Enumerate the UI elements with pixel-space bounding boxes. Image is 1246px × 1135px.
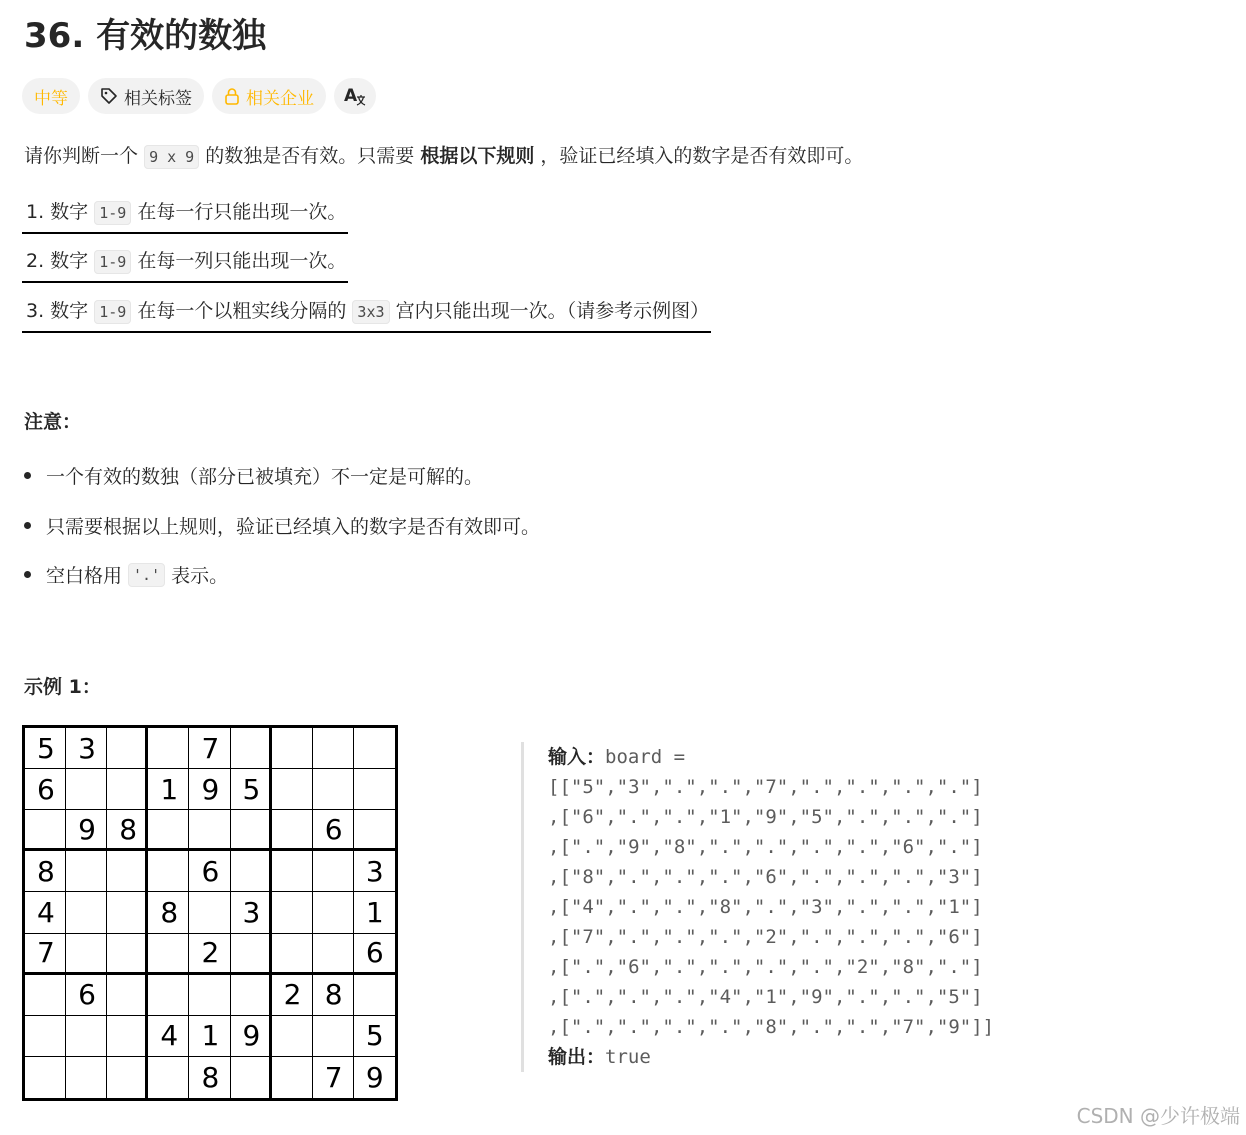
sudoku-cell <box>231 934 272 975</box>
sudoku-cell: 4 <box>148 1016 189 1057</box>
sudoku-cell: 6 <box>354 934 395 975</box>
sudoku-cell <box>107 728 148 769</box>
sudoku-cell <box>313 851 354 892</box>
bullet-icon <box>24 522 31 529</box>
sudoku-cell <box>66 1057 107 1098</box>
sudoku-cell: 6 <box>66 975 107 1016</box>
sudoku-cell: 9 <box>365 1060 384 1094</box>
watermark: CSDN @少许极端 <box>1076 1104 1240 1128</box>
sudoku-cell <box>231 975 272 1016</box>
board-line: ,[".",".",".","4","1","9",".",".","5"] <box>548 986 983 1008</box>
sudoku-cell <box>189 892 230 933</box>
board-line: ,["8",".",".",".","6",".",".",".","3"] <box>548 866 983 888</box>
sudoku-cell <box>313 769 354 810</box>
sudoku-cell: 6 <box>189 851 230 892</box>
sudoku-cell <box>66 934 107 975</box>
inline-code: 9 x 9 <box>144 145 199 169</box>
difficulty-badge: 中等 <box>22 78 80 114</box>
sudoku-cell <box>272 1016 313 1057</box>
sudoku-cell <box>313 1016 354 1057</box>
sudoku-cell <box>231 810 272 851</box>
sudoku-cell <box>148 728 189 769</box>
input-label: 输入： <box>548 746 606 768</box>
sudoku-cell <box>189 810 230 851</box>
sudoku-cell <box>272 810 313 851</box>
sudoku-cell <box>272 851 313 892</box>
sudoku-cell <box>272 934 313 975</box>
sudoku-cell: 7 <box>189 728 230 769</box>
sudoku-cell <box>107 934 148 975</box>
sudoku-cell: 2 <box>272 975 313 1016</box>
sudoku-cell: 2 <box>189 934 230 975</box>
sudoku-cell <box>25 1016 66 1057</box>
sudoku-cell <box>107 769 148 810</box>
bold-text: 根据以下规则 <box>420 145 535 167</box>
tag-bar <box>22 78 376 114</box>
sudoku-cell: 8 <box>25 851 66 892</box>
sudoku-cell: 3 <box>354 851 395 892</box>
related-companies-label: 相关企业 <box>246 88 314 109</box>
example-input-line: 输入：board = <box>548 746 686 768</box>
sudoku-cell: 4 <box>25 892 66 933</box>
rule-item-2: 2. 数字 1-9 在每一列只能出现一次。 <box>22 246 348 283</box>
translate-button[interactable] <box>334 78 376 114</box>
sudoku-cell <box>231 728 272 769</box>
problem-description: 请你判断一个 9 x 9 的数独是否有效。只需要 根据以下规则 ，验证已经填入的数字是否有效即可。 <box>24 145 864 167</box>
sudoku-cell: 3 <box>231 892 272 933</box>
rule-item-1: 1. 数字 1-9 在每一行只能出现一次。 <box>22 197 348 234</box>
sudoku-cell <box>148 851 189 892</box>
sudoku-cell <box>354 975 395 1016</box>
sudoku-cell: 7 <box>25 934 66 975</box>
sudoku-cell: 9 <box>66 810 107 851</box>
related-tags-button[interactable] <box>88 78 204 114</box>
board-line: ,[".","6",".",".",".",".","2","8","."] <box>548 956 983 978</box>
sudoku-cell <box>313 934 354 975</box>
related-tags-label: 相关标签 <box>124 88 192 109</box>
output-label: 输出： <box>548 1046 606 1068</box>
sudoku-cell <box>272 769 313 810</box>
sudoku-cell <box>66 769 107 810</box>
related-companies-button[interactable] <box>212 78 326 114</box>
example-heading: 示例 1： <box>24 676 101 698</box>
sudoku-cell <box>25 1057 66 1098</box>
sudoku-cell: 1 <box>354 892 395 933</box>
sudoku-cell <box>313 728 354 769</box>
note-item-3: 空白格用 '.' 表示。 <box>24 561 228 588</box>
sudoku-cell: 9 <box>231 1016 272 1057</box>
bullet-icon <box>24 571 31 578</box>
example-block <box>521 742 994 1072</box>
sudoku-cell: 8 <box>148 892 189 933</box>
sudoku-cell: 8 <box>189 1057 230 1098</box>
note-item-1: 一个有效的数独（部分已被填充）不一定是可解的。 <box>24 462 483 489</box>
sudoku-cell <box>107 975 148 1016</box>
sudoku-cell: 8 <box>107 810 148 851</box>
lock-icon <box>224 87 240 105</box>
board-line: ,["7",".",".",".","2",".",".",".","6"] <box>548 926 983 948</box>
sudoku-cell <box>189 975 230 1016</box>
sudoku-cell <box>148 934 189 975</box>
sudoku-cell <box>272 1057 313 1098</box>
sudoku-cell <box>66 1016 107 1057</box>
sudoku-cell: 5 <box>354 1016 395 1057</box>
sudoku-cell <box>148 975 189 1016</box>
sudoku-cell <box>148 810 189 851</box>
bullet-icon <box>24 472 31 479</box>
sudoku-cell <box>66 892 107 933</box>
sudoku-cell <box>107 892 148 933</box>
sudoku-cell <box>231 851 272 892</box>
board-line: ,[".","9","8",".",".",".",".","6","."] <box>548 836 983 858</box>
sudoku-cell: 6 <box>25 769 66 810</box>
example-output-line: 输出：true <box>548 1046 651 1068</box>
sudoku-cell <box>66 851 107 892</box>
sudoku-cell: 8 <box>313 975 354 1016</box>
translate-icon: A <box>344 86 366 106</box>
board-line: ,[".",".",".",".","8",".",".","7","9"]] <box>548 1016 995 1038</box>
board-line: [["5","3",".",".","7",".",".",".","."] <box>548 776 983 798</box>
sudoku-cell <box>354 728 395 769</box>
sudoku-cell: 5 <box>25 728 66 769</box>
sudoku-cell <box>231 1057 272 1098</box>
sudoku-cell: 9 <box>189 769 230 810</box>
rule-item-3: 3. 数字 1-9 在每一个以粗实线分隔的 3x3 宫内只能出现一次。（请参考示例图） <box>22 296 711 333</box>
notes-heading: 注意： <box>24 411 82 433</box>
sudoku-cell: 1 <box>148 769 189 810</box>
board-line: ,["4",".",".","8",".","3",".",".","1"] <box>548 896 983 918</box>
sudoku-cell: 1 <box>189 1016 230 1057</box>
tag-icon <box>100 87 118 105</box>
board-line: ,["6",".",".","1","9","5",".",".","."] <box>548 806 983 828</box>
sudoku-cell: 5 <box>231 769 272 810</box>
sudoku-cell: 7 <box>313 1057 354 1098</box>
sudoku-board-image <box>22 725 398 1101</box>
sudoku-cell <box>148 1057 189 1098</box>
sudoku-cell <box>25 810 66 851</box>
sudoku-cell: 3 <box>66 728 107 769</box>
sudoku-cell <box>107 1016 148 1057</box>
sudoku-cell <box>272 728 313 769</box>
sudoku-cell: 6 <box>313 810 354 851</box>
sudoku-cell <box>107 1057 148 1098</box>
page-title: 36. 有效的数独 <box>24 16 267 56</box>
sudoku-cell <box>25 975 66 1016</box>
sudoku-cell <box>107 851 148 892</box>
sudoku-cell <box>272 892 313 933</box>
sudoku-cell <box>354 810 395 851</box>
sudoku-cell <box>354 769 395 810</box>
note-item-2: 只需要根据以上规则，验证已经填入的数字是否有效即可。 <box>24 512 540 539</box>
sudoku-cell <box>313 892 354 933</box>
